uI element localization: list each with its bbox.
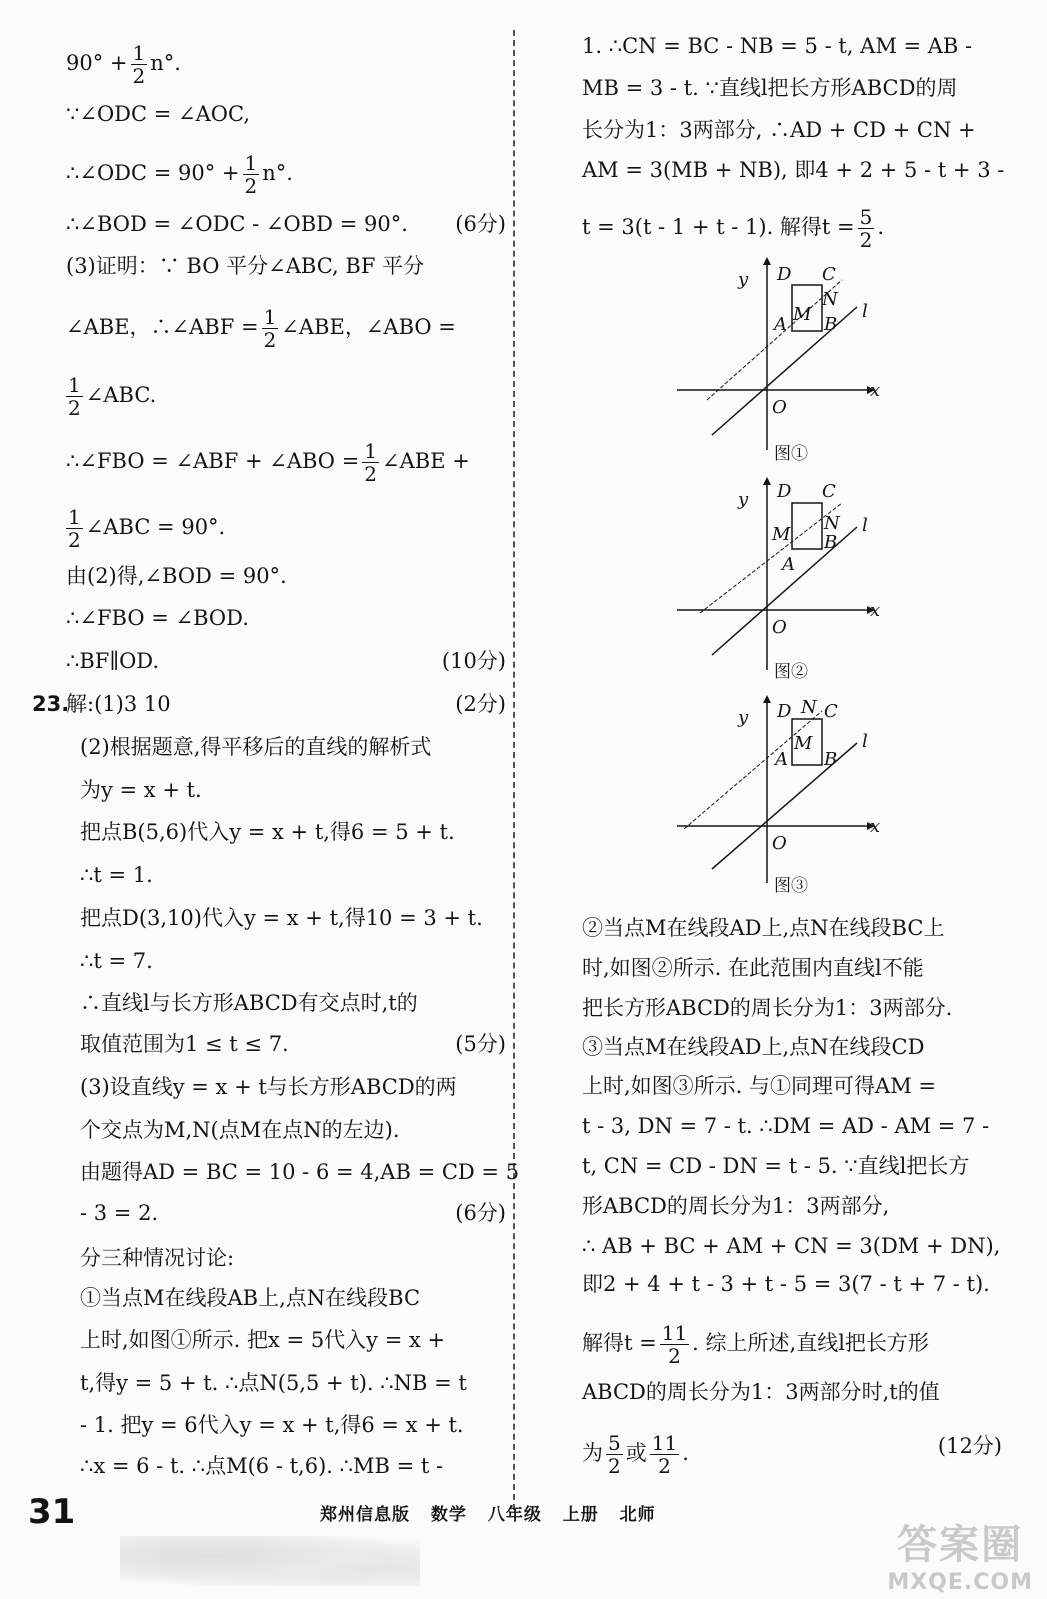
y-axis-arrow bbox=[763, 477, 771, 485]
label-l: l bbox=[862, 731, 868, 752]
text-span: t = 3(t - 1 + t - 1). 解得t = bbox=[582, 215, 855, 239]
text-line: (3)设直线y = x + t与长方形ABCD的两 bbox=[80, 1075, 457, 1099]
text-span: ∴BF∥OD. bbox=[66, 649, 160, 673]
text-span: 解:(1)3 10 bbox=[66, 692, 171, 716]
text-span: 解得t = bbox=[582, 1331, 657, 1355]
text-span: . 综上所述,直线l把长方形 bbox=[692, 1331, 929, 1355]
numerator: 1 bbox=[68, 505, 81, 529]
text-line: 个交点为M,N(点M在点N的左边). bbox=[80, 1118, 400, 1142]
page-number: 31 bbox=[28, 1492, 76, 1532]
label-m: M bbox=[793, 304, 812, 325]
numerator: 11 bbox=[651, 1431, 678, 1455]
text-span: 取值范围为1 ≤ t ≤ 7. bbox=[80, 1032, 289, 1056]
text-span: - 3 = 2. bbox=[80, 1201, 159, 1225]
label-a: A bbox=[782, 554, 795, 575]
label-b: B bbox=[824, 532, 838, 553]
label-a: A bbox=[774, 314, 787, 335]
text-line bbox=[66, 152, 506, 197]
text-line: MB = 3 - t. ∵直线l把长方形ABCD的周 bbox=[582, 76, 958, 100]
line-translated bbox=[700, 503, 842, 613]
label-c: C bbox=[824, 701, 838, 722]
score-label: (12分) bbox=[937, 1434, 1002, 1458]
text-line: ABCD的周长分为1：3两部分时,t的值 bbox=[582, 1380, 940, 1404]
text-line: ∵∠ODC = ∠AOC, bbox=[66, 102, 250, 126]
text-span: ∠ABE，∠ABO = bbox=[281, 315, 456, 339]
figure-caption: 图① bbox=[774, 444, 808, 464]
denominator: 2 bbox=[244, 174, 258, 198]
watermark-line2: MXQE.COM bbox=[887, 1570, 1033, 1595]
denominator: 2 bbox=[364, 462, 378, 486]
text-span: 为 bbox=[582, 1441, 603, 1465]
text-line bbox=[582, 206, 1002, 251]
text-line: 长分为1：3两部分, ∴AD + CD + CN + bbox=[582, 118, 976, 142]
label-n: N bbox=[822, 289, 838, 310]
label-y: y bbox=[738, 707, 749, 728]
label-x: x bbox=[870, 816, 881, 837]
y-axis-arrow bbox=[763, 257, 771, 265]
fraction bbox=[66, 506, 83, 551]
text-line: 分三种情况讨论: bbox=[80, 1246, 235, 1270]
text-line bbox=[582, 1322, 1002, 1367]
text-line bbox=[66, 42, 506, 87]
text-line: ∴t = 1. bbox=[80, 863, 153, 887]
text-line: ②当点M在线段AD上,点N在线段BC上 bbox=[582, 916, 945, 940]
torn-edge-decoration bbox=[120, 1536, 420, 1586]
text-line: 上时,如图①所示. 把x = 5代入y = x + bbox=[80, 1328, 446, 1352]
text-line: (3)证明：∵ BO 平分∠ABC, BF 平分 bbox=[66, 254, 425, 278]
label-o: O bbox=[772, 397, 787, 418]
numerator: 11 bbox=[661, 1321, 688, 1345]
text-span: . bbox=[877, 215, 885, 239]
score-label: (10分) bbox=[441, 649, 506, 673]
numerator: 1 bbox=[68, 373, 81, 397]
figure-caption: 图② bbox=[774, 662, 808, 682]
label-m: M bbox=[794, 733, 813, 754]
text-line bbox=[80, 1030, 506, 1058]
label-o: O bbox=[772, 833, 787, 854]
text-line bbox=[66, 210, 506, 238]
text-span: ∠ABC. bbox=[85, 383, 157, 407]
text-span: ∠ABE，∴∠ABF = bbox=[66, 315, 259, 339]
label-c: C bbox=[822, 481, 836, 502]
fraction bbox=[650, 1432, 679, 1477]
text-line: - 1. 把y = 6代入y = x + t,得6 = x + t. bbox=[80, 1413, 464, 1437]
text-line: t,得y = 5 + t. ∴点N(5,5 + t). ∴NB = t bbox=[80, 1371, 467, 1395]
watermark-line1: 答案圈 bbox=[897, 1522, 1024, 1568]
figure-3 bbox=[672, 693, 892, 908]
text-line: 1. ∴CN = BC - NB = 5 - t, AM = AB - bbox=[582, 34, 973, 58]
numerator: 1 bbox=[132, 41, 146, 65]
label-y: y bbox=[738, 269, 749, 290]
text-line: ∴直线l与长方形ABCD有交点时,t的 bbox=[80, 991, 418, 1015]
text-line bbox=[66, 440, 506, 485]
fraction bbox=[606, 1432, 623, 1477]
text-line: ①当点M在线段AB上,点N在线段BC bbox=[80, 1286, 421, 1310]
score-label: (5分) bbox=[455, 1032, 506, 1056]
text-line: (2)根据题意,得平移后的直线的解析式 bbox=[80, 735, 432, 759]
text-line: 为y = x + t. bbox=[80, 778, 202, 802]
denominator: 2 bbox=[132, 64, 146, 88]
label-x: x bbox=[870, 600, 881, 621]
text-line: ∴t = 7. bbox=[80, 949, 153, 973]
figure-caption: 图③ bbox=[774, 876, 808, 896]
question-number: 23. bbox=[32, 692, 70, 716]
fraction bbox=[131, 42, 148, 87]
label-a: A bbox=[775, 749, 788, 770]
text-span: ∠ABE + bbox=[382, 449, 470, 473]
text-line: AM = 3(MB + NB), 即4 + 2 + 5 - t + 3 - bbox=[582, 158, 1005, 182]
label-l: l bbox=[862, 301, 868, 322]
text-line: t - 3, DN = 7 - t. ∴DM = AD - AM = 7 - bbox=[582, 1114, 990, 1138]
text-span: n°. bbox=[262, 161, 293, 185]
column-divider bbox=[513, 30, 515, 1510]
denominator: 2 bbox=[68, 396, 81, 420]
denominator: 2 bbox=[658, 1454, 671, 1478]
figure-2 bbox=[672, 475, 892, 695]
denominator: 2 bbox=[263, 328, 277, 352]
text-line: 形ABCD的周长分为1：3两部分, bbox=[582, 1194, 890, 1218]
text-span: n°. bbox=[150, 51, 181, 75]
text-line bbox=[66, 306, 506, 351]
text-span: ∴∠BOD = ∠ODC - ∠OBD = 90°. bbox=[66, 212, 408, 236]
text-span: 90° + bbox=[66, 51, 128, 75]
text-line: 时,如图②所示. 在此范围内直线l不能 bbox=[582, 956, 924, 980]
text-line: ∴ AB + BC + AM + CN = 3(DM + DN), bbox=[582, 1234, 1001, 1258]
label-d: D bbox=[777, 701, 792, 722]
label-d: D bbox=[777, 481, 792, 502]
watermark-logo bbox=[887, 1513, 1033, 1595]
text-span: ∠ABC = 90°. bbox=[85, 515, 226, 539]
text-line: 上时,如图③所示. 与①同理可得AM = bbox=[582, 1074, 936, 1098]
text-line: ∴∠FBO = ∠BOD. bbox=[66, 606, 249, 630]
question-23-header bbox=[32, 690, 506, 718]
text-span: ∴∠ODC = 90° + bbox=[66, 161, 240, 185]
denominator: 2 bbox=[668, 1344, 681, 1368]
text-span: 或 bbox=[625, 1441, 647, 1465]
fraction bbox=[66, 374, 83, 419]
denominator: 2 bbox=[608, 1454, 621, 1478]
score-label: (6分) bbox=[455, 1201, 506, 1225]
fraction bbox=[243, 152, 260, 197]
text-line: 把点D(3,10)代入y = x + t,得10 = 3 + t. bbox=[80, 906, 483, 930]
text-line bbox=[66, 647, 506, 675]
label-d: D bbox=[777, 264, 792, 285]
text-line bbox=[80, 1199, 506, 1227]
numerator: 1 bbox=[244, 151, 258, 175]
fraction bbox=[262, 306, 279, 351]
score-label: (2分) bbox=[455, 692, 506, 716]
text-line: t, CN = CD - DN = t - 5. ∵直线l把长方 bbox=[582, 1154, 970, 1178]
fraction bbox=[660, 1322, 689, 1367]
score-label: (6分) bbox=[455, 212, 506, 236]
rectangle-abcd bbox=[792, 503, 822, 549]
text-line: ∴x = 6 - t. ∴点M(6 - t,6). ∴MB = t - bbox=[80, 1454, 444, 1478]
label-l: l bbox=[862, 515, 868, 536]
text-line bbox=[582, 1432, 1002, 1477]
fraction bbox=[362, 440, 379, 485]
denominator: 2 bbox=[68, 528, 81, 552]
denominator: 2 bbox=[859, 228, 873, 252]
fraction bbox=[858, 206, 875, 251]
text-line: 把长方形ABCD的周长分为1：3两部分. bbox=[582, 996, 953, 1020]
label-o: O bbox=[772, 617, 787, 638]
label-m: M bbox=[772, 524, 791, 545]
text-span: . bbox=[682, 1441, 689, 1465]
label-y: y bbox=[738, 489, 749, 510]
text-span: ∴∠FBO = ∠ABF + ∠ABO = bbox=[66, 449, 360, 473]
text-line: 由题得AD = BC = 10 - 6 = 4,AB = CD = 5 bbox=[80, 1160, 520, 1184]
y-axis-arrow bbox=[763, 695, 771, 703]
text-line: 把点B(5,6)代入y = x + t,得6 = 5 + t. bbox=[80, 820, 455, 844]
label-x: x bbox=[870, 380, 881, 401]
text-line bbox=[66, 374, 506, 419]
label-n: N bbox=[801, 697, 817, 718]
text-line: 由(2)得,∠BOD = 90°. bbox=[66, 564, 287, 588]
numerator: 1 bbox=[263, 305, 277, 329]
numerator: 5 bbox=[859, 205, 873, 229]
text-line: ③当点M在线段AD上,点N在线段CD bbox=[582, 1035, 925, 1059]
numerator: 1 bbox=[364, 439, 378, 463]
label-n: N bbox=[824, 513, 840, 534]
label-b: B bbox=[824, 314, 838, 335]
label-c: C bbox=[822, 264, 836, 285]
line-translated bbox=[684, 711, 822, 829]
figure-1 bbox=[672, 255, 892, 475]
numerator: 5 bbox=[608, 1431, 621, 1455]
text-line bbox=[66, 506, 506, 551]
footer-text: 郑州信息版 数学 八年级 上册 北师 bbox=[320, 1505, 656, 1525]
label-b: B bbox=[824, 749, 838, 770]
text-line: 即2 + 4 + t - 3 + t - 5 = 3(7 - t + 7 - t). bbox=[582, 1272, 990, 1296]
